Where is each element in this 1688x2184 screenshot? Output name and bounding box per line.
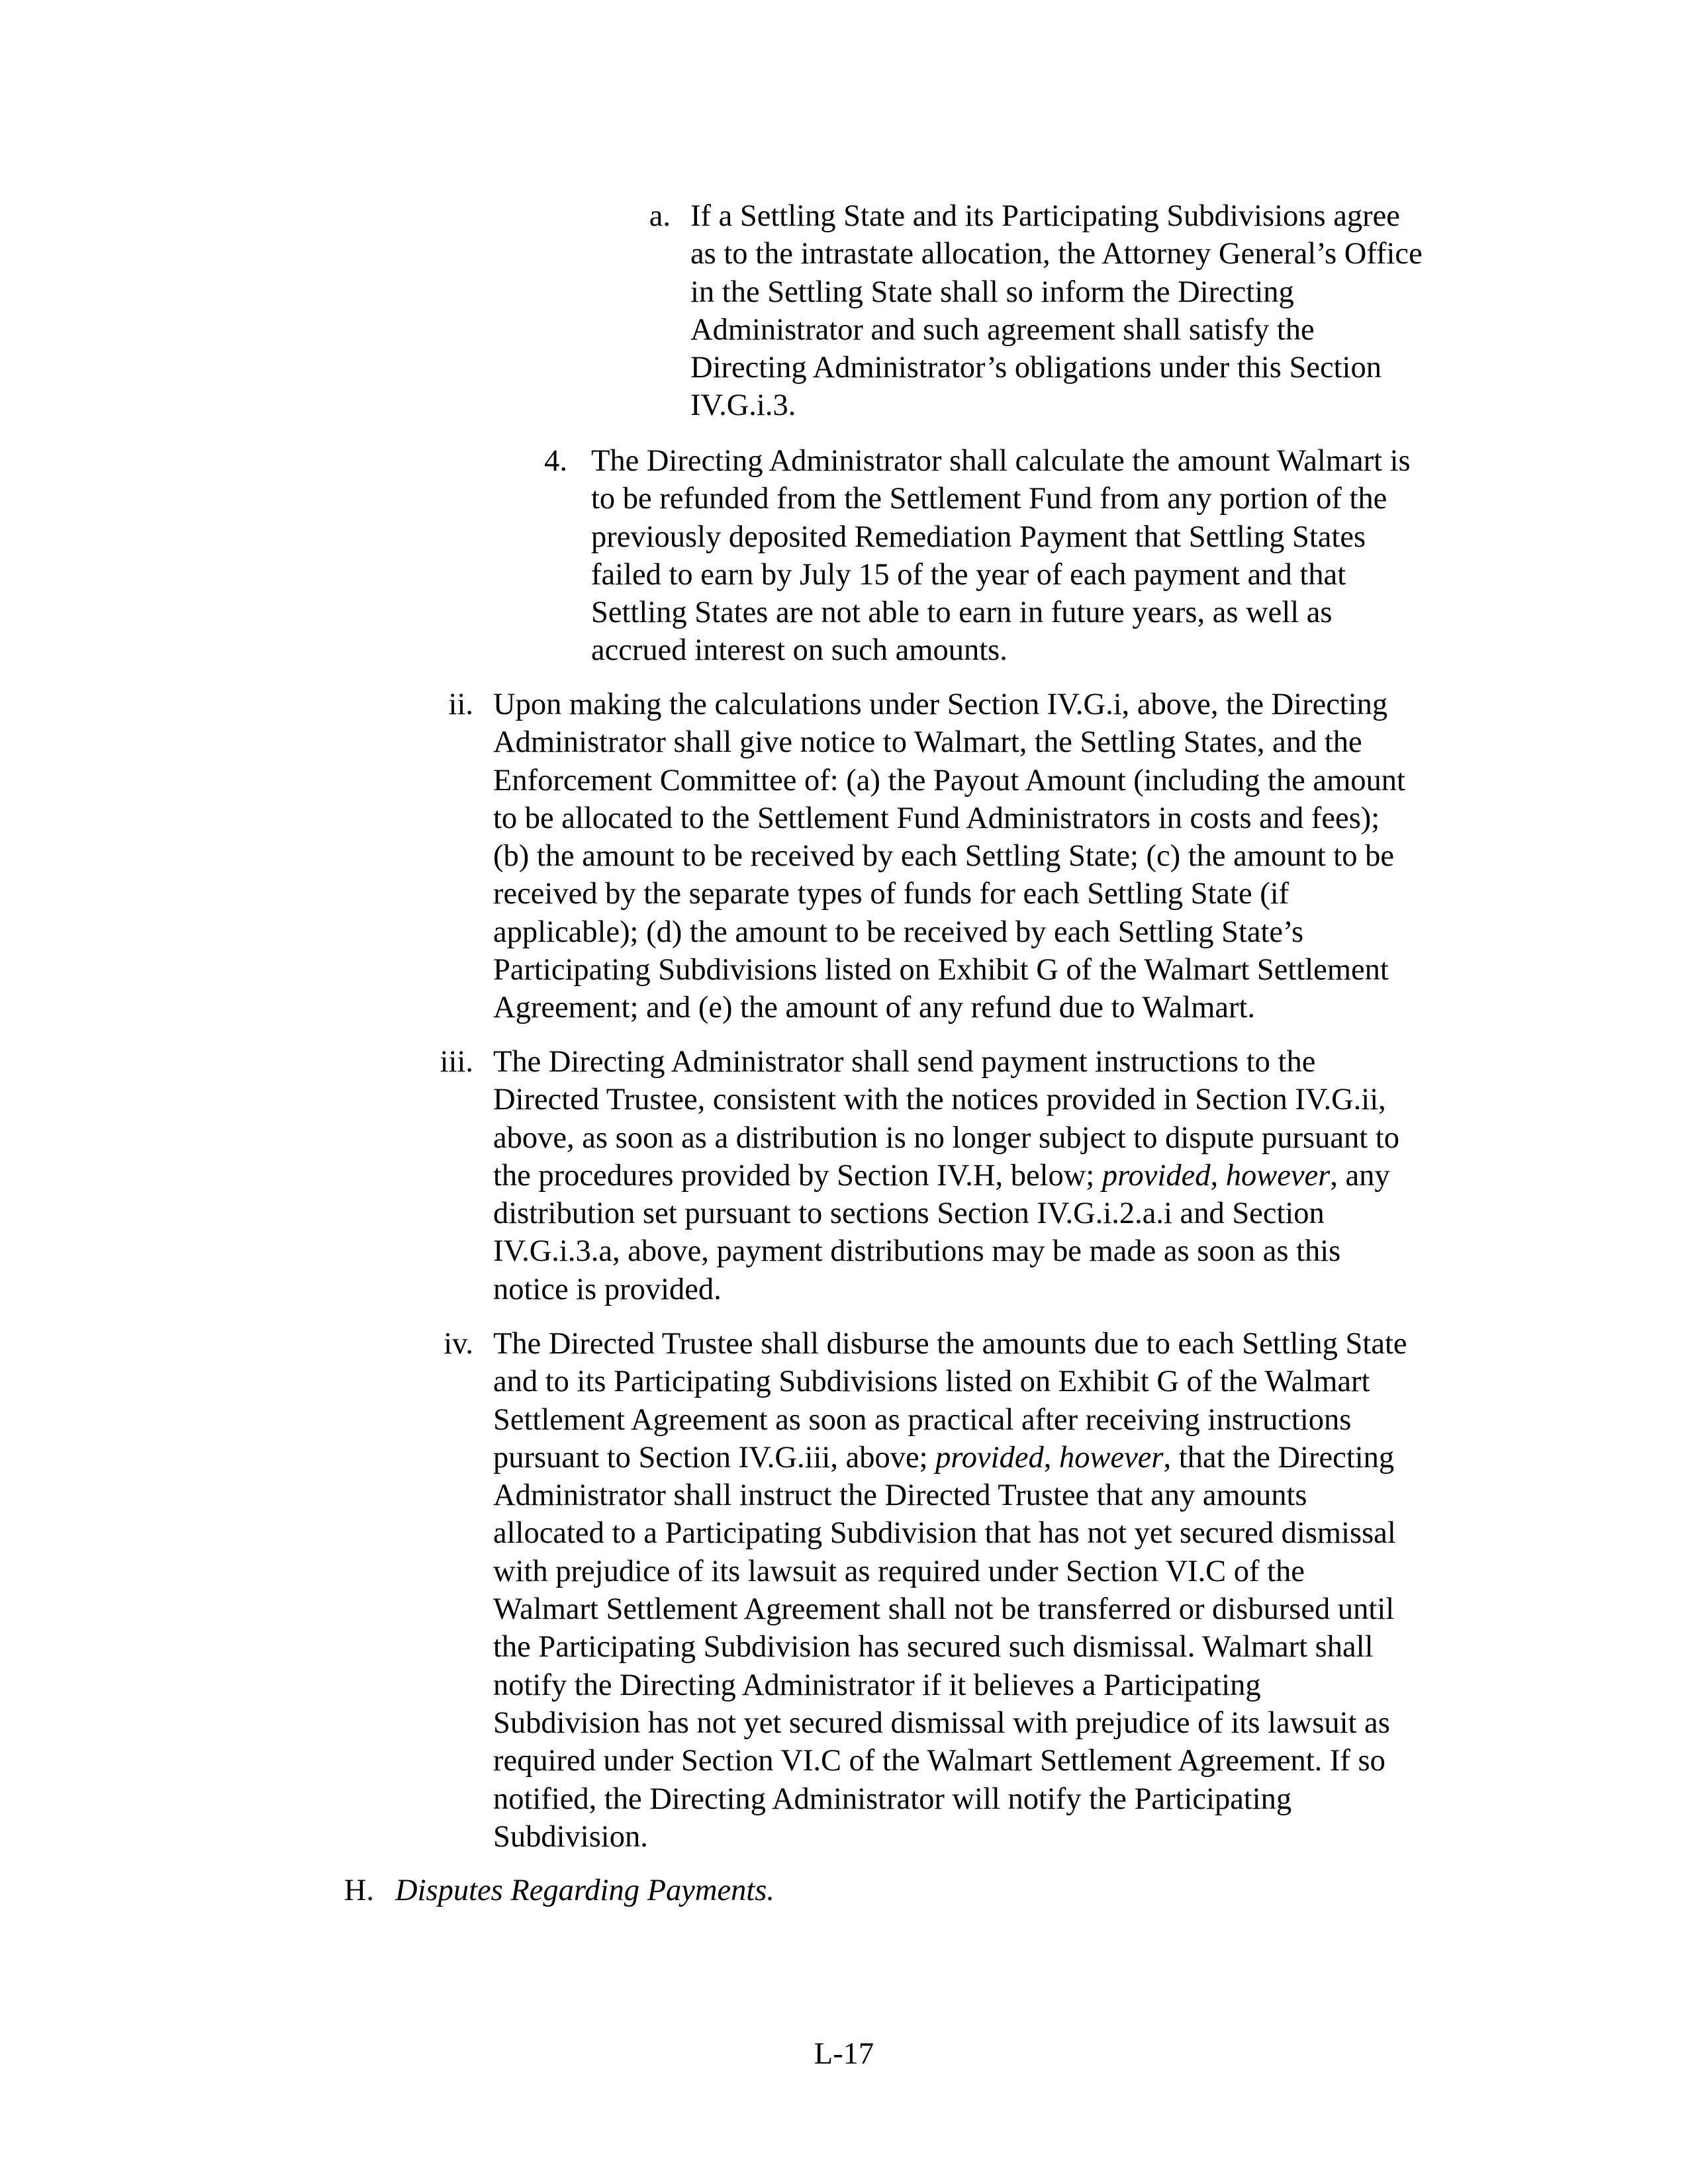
section-marker: H. <box>344 1874 374 1907</box>
list-item-text <box>690 197 1485 425</box>
text-line: Settling States are not able to earn in future years, as well as <box>591 596 1333 630</box>
text-line: Upon making the calculations under Section IV.G.i, above, the Directing <box>493 688 1388 721</box>
text-line: (b) the amount to be received by each Settling State; (c) the amount to be <box>493 839 1394 874</box>
section-heading-text: Disputes Regarding Payments. <box>395 1874 774 1907</box>
list-marker: iii. <box>440 1045 473 1079</box>
text-line: distribution set pursuant to sections Section IV.G.i.2.a.i and Section <box>493 1197 1325 1231</box>
text-line: notice is provided. <box>493 1272 722 1306</box>
list-item-text <box>591 442 1485 670</box>
italic-run: provided, however <box>1102 1158 1331 1193</box>
list-item-iv <box>444 1325 1486 1856</box>
text-line: The Directed Trustee shall disburse the amounts due to each Settling State <box>493 1327 1407 1361</box>
text-line: Directing Administrator’s obligations under this Section <box>690 351 1382 385</box>
text-line: Walmart Settlement Agreement shall not be transferred or disbursed until <box>493 1592 1395 1627</box>
text-line: notified, the Directing Administrator will notify the Participating <box>493 1782 1292 1816</box>
list-marker: iv. <box>444 1327 473 1361</box>
text-line-mixed <box>493 1157 1486 1195</box>
text-line: Participating Subdivisions listed on Exhibit G of the Walmart Settlement <box>493 953 1389 987</box>
text-run: the procedures provided by Section IV.H, below; <box>493 1158 1102 1193</box>
text-line: Settlement Agreement as soon as practical after receiving instructions <box>493 1402 1352 1437</box>
text-line: Subdivision. <box>493 1819 648 1854</box>
text-line: Administrator and such agreement shall satisfy the <box>690 312 1315 347</box>
text-line: with prejudice of its lawsuit as required under Section VI.C of the <box>493 1554 1305 1588</box>
text-line: failed to earn by July 15 of the year of each payment and that <box>591 557 1346 592</box>
text-line: Enforcement Committee of: (a) the Payout Amount (including the amount <box>493 763 1405 797</box>
list-marker: ii. <box>448 688 473 721</box>
text-line: Administrator shall instruct the Directed Trustee that any amounts <box>493 1479 1307 1513</box>
text-line: previously deposited Remediation Payment that Settling States <box>591 520 1366 554</box>
text-run: , that the Directing <box>1163 1440 1395 1475</box>
text-line: as to the intrastate allocation, the Attorney General’s Office <box>690 237 1423 271</box>
list-marker: a. <box>649 199 671 233</box>
text-line: Agreement; and (e) the amount of any refund due to Walmart. <box>493 991 1256 1025</box>
list-item-iii <box>440 1043 1486 1308</box>
text-line: IV.G.i.3. <box>690 388 796 423</box>
text-line: The Directing Administrator shall send payment instructions to the <box>493 1045 1316 1079</box>
list-item-text <box>493 686 1486 1027</box>
text-line: The Directing Administrator shall calculate the amount Walmart is <box>591 444 1411 478</box>
text-line: IV.G.i.3.a, above, payment distributions may be made as soon as this <box>493 1234 1341 1269</box>
page-number: L-17 <box>814 2037 874 2071</box>
text-line: to be allocated to the Settlement Fund Administrators in costs and fees); <box>493 801 1380 835</box>
text-line: accrued interest on such amounts. <box>591 633 1008 668</box>
text-line: above, as soon as a distribution is no longer subject to dispute pursuant to <box>493 1120 1399 1155</box>
text-line: Administrator shall give notice to Walmart, the Settling States, and the <box>493 725 1362 760</box>
text-line: required under Section VI.C of the Walmart Settlement Agreement. If so <box>493 1744 1385 1778</box>
italic-run: provided <box>935 1440 1044 1475</box>
text-line: to be refunded from the Settlement Fund from any portion of the <box>591 482 1387 516</box>
text-line: Subdivision has not yet secured dismissal with prejudice of its lawsuit as <box>493 1706 1390 1740</box>
text-line: and to its Participating Subdivisions listed on Exhibit G of the Walmart <box>493 1365 1370 1399</box>
text-run: , any <box>1330 1158 1390 1193</box>
list-item-4 <box>544 442 1485 670</box>
text-run: , <box>1043 1440 1059 1475</box>
text-line: If a Settling State and its Participating Subdivisions agree <box>690 199 1400 233</box>
section-heading-h <box>344 1872 1256 1909</box>
text-line-mixed <box>493 1439 1486 1477</box>
list-item-text <box>493 1325 1486 1856</box>
text-line: in the Settling State shall so inform the Directing <box>690 275 1294 309</box>
italic-run: however <box>1058 1440 1164 1475</box>
text-line: the Participating Subdivision has secured such dismissal. Walmart shall <box>493 1630 1374 1664</box>
list-item-ii <box>448 686 1486 1027</box>
list-marker: 4. <box>544 444 567 478</box>
text-line: applicable); (d) the amount to be received by each Settling State’s <box>493 915 1304 949</box>
text-line: allocated to a Participating Subdivision that has not yet secured dismissal <box>493 1516 1396 1551</box>
text-run: pursuant to Section IV.G.iii, above; <box>493 1440 936 1475</box>
list-item-a <box>649 197 1485 425</box>
text-line: notify the Directing Administrator if it believes a Participating <box>493 1668 1261 1702</box>
text-line: Directed Trustee, consistent with the notices provided in Section IV.G.ii, <box>493 1083 1386 1117</box>
text-line: received by the separate types of funds for each Settling State (if <box>493 877 1289 911</box>
list-item-text <box>493 1043 1486 1308</box>
section-heading <box>395 1872 1256 1909</box>
